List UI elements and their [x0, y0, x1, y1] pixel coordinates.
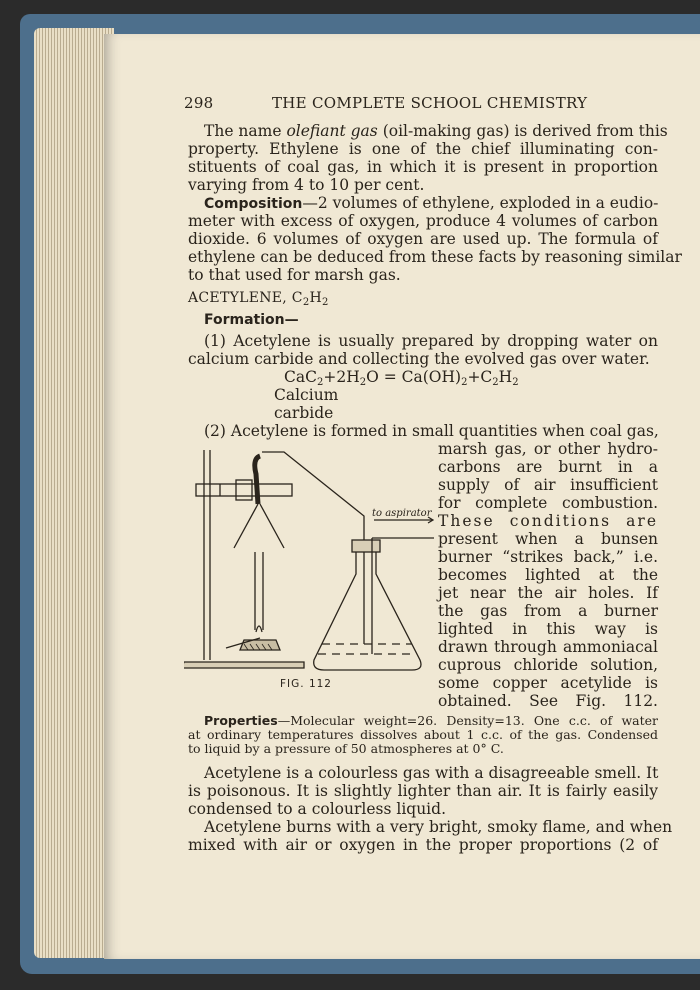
composition-line4: ethylene can be deduced from these facts by reasoning similar [188, 248, 682, 266]
inverted-funnel-stem [255, 456, 260, 504]
book-page [104, 34, 700, 959]
composition-line3: dioxide. 6 volumes of oxygen are used up. The formula of [188, 230, 658, 248]
wrap-line: cuprous chloride solution, [438, 656, 658, 674]
formation-item1-line1: (1) Acetylene is usually prepared by dropping water on [204, 332, 658, 350]
formation-item2-line1: (2) Acetylene is formed in small quantities when coal gas, [204, 422, 659, 440]
wrap-line: drawn through ammoniacal [438, 638, 658, 656]
para1-line3: stituents of coal gas, in which it is present in proportion [188, 158, 658, 176]
flask-stopper [352, 540, 380, 552]
formation-label: Formation— [204, 312, 299, 328]
wrap-line: present when a bunsen [438, 530, 658, 548]
formation-item1-line2: calcium carbide and collecting the evolved gas over water. [188, 350, 650, 368]
wrap-line: burner “strikes back,” i.e. [438, 548, 658, 566]
burns-line1: Acetylene burns with a very bright, smoky flame, and when [204, 818, 673, 836]
composition-line2: meter with excess of oxygen, produce 4 volumes of carbon [188, 212, 658, 230]
acetylene-heading: ACETYLENE, $C_2H_2$ [188, 290, 329, 308]
wrap-line: for complete combustion. [438, 494, 658, 512]
properties-line2: at ordinary temperatures dissolves about 1 c.c. of the gas. Condensed [188, 727, 658, 742]
para1-line4: varying from 4 to 10 per cent. [188, 176, 425, 194]
gas-line3: condensed to a colourless liquid. [188, 800, 446, 818]
wrap-line: some copper acetylide is [438, 674, 658, 692]
conical-flask [314, 544, 421, 670]
wrap-line: supply of air insufficient [438, 476, 658, 494]
figure-caption: FIG. 112 [280, 678, 332, 690]
wrap-line: These conditions are [438, 512, 658, 530]
composition-line1: Composition—2 volumes of ethylene, exploded in a eudio- [204, 194, 659, 212]
gas-line2: is poisonous. It is slightly lighter than air. It is fairly easily [188, 782, 658, 800]
para1-line2: property. Ethylene is one of the chief illuminating con- [188, 140, 658, 158]
apparatus-illustration [184, 444, 434, 684]
properties-line1: Properties—Molecular weight=26. Density=13. One c.c. of water [204, 713, 658, 728]
wrap-line: marsh gas, or other hydro- [438, 440, 658, 458]
composition-label: Composition [204, 196, 303, 212]
stand-base [184, 662, 304, 668]
wrap-line: becomes lighted at the [438, 566, 658, 584]
page-number: 298 [184, 94, 214, 112]
strike-back-flame [256, 626, 262, 632]
wrap-line: obtained. See Fig. 112. [438, 692, 658, 710]
wrap-line: lighted in this way is [438, 620, 658, 638]
equation-label-calcium: Calcium [274, 386, 339, 404]
wrap-line: carbons are burnt in a [438, 458, 658, 476]
composition-line5: to that used for marsh gas. [188, 266, 401, 284]
gas-line1: Acetylene is a colourless gas with a disagreeable smell. It [204, 764, 659, 782]
equation-label-carbide: carbide [274, 404, 334, 422]
properties-label: Properties [204, 713, 278, 728]
funnel-left [234, 504, 258, 548]
para1-line1: The name olefiant gas (oil-making gas) is derived from this [204, 122, 668, 140]
burns-line2: mixed with air or oxygen in the proper proportions (2 of [188, 836, 658, 854]
delivery-tube [262, 452, 364, 644]
clamp-boss [236, 480, 252, 500]
wrap-line: the gas from a burner [438, 602, 658, 620]
term-olefiant: olefiant gas [286, 122, 378, 140]
funnel-right [260, 504, 284, 548]
equation: $CaC_2+2H_2O = Ca(OH)_2+C_2H_2$ [284, 368, 519, 388]
figure-112 [184, 444, 434, 690]
wrap-line: jet near the air holes. If [438, 584, 658, 602]
properties-line3: to liquid by a pressure of 50 atmospheres at 0° C. [188, 741, 504, 756]
aspirator-label: to aspirator [372, 508, 432, 519]
running-title: THE COMPLETE SCHOOL CHEMISTRY [272, 94, 588, 112]
page-edges [34, 28, 114, 958]
